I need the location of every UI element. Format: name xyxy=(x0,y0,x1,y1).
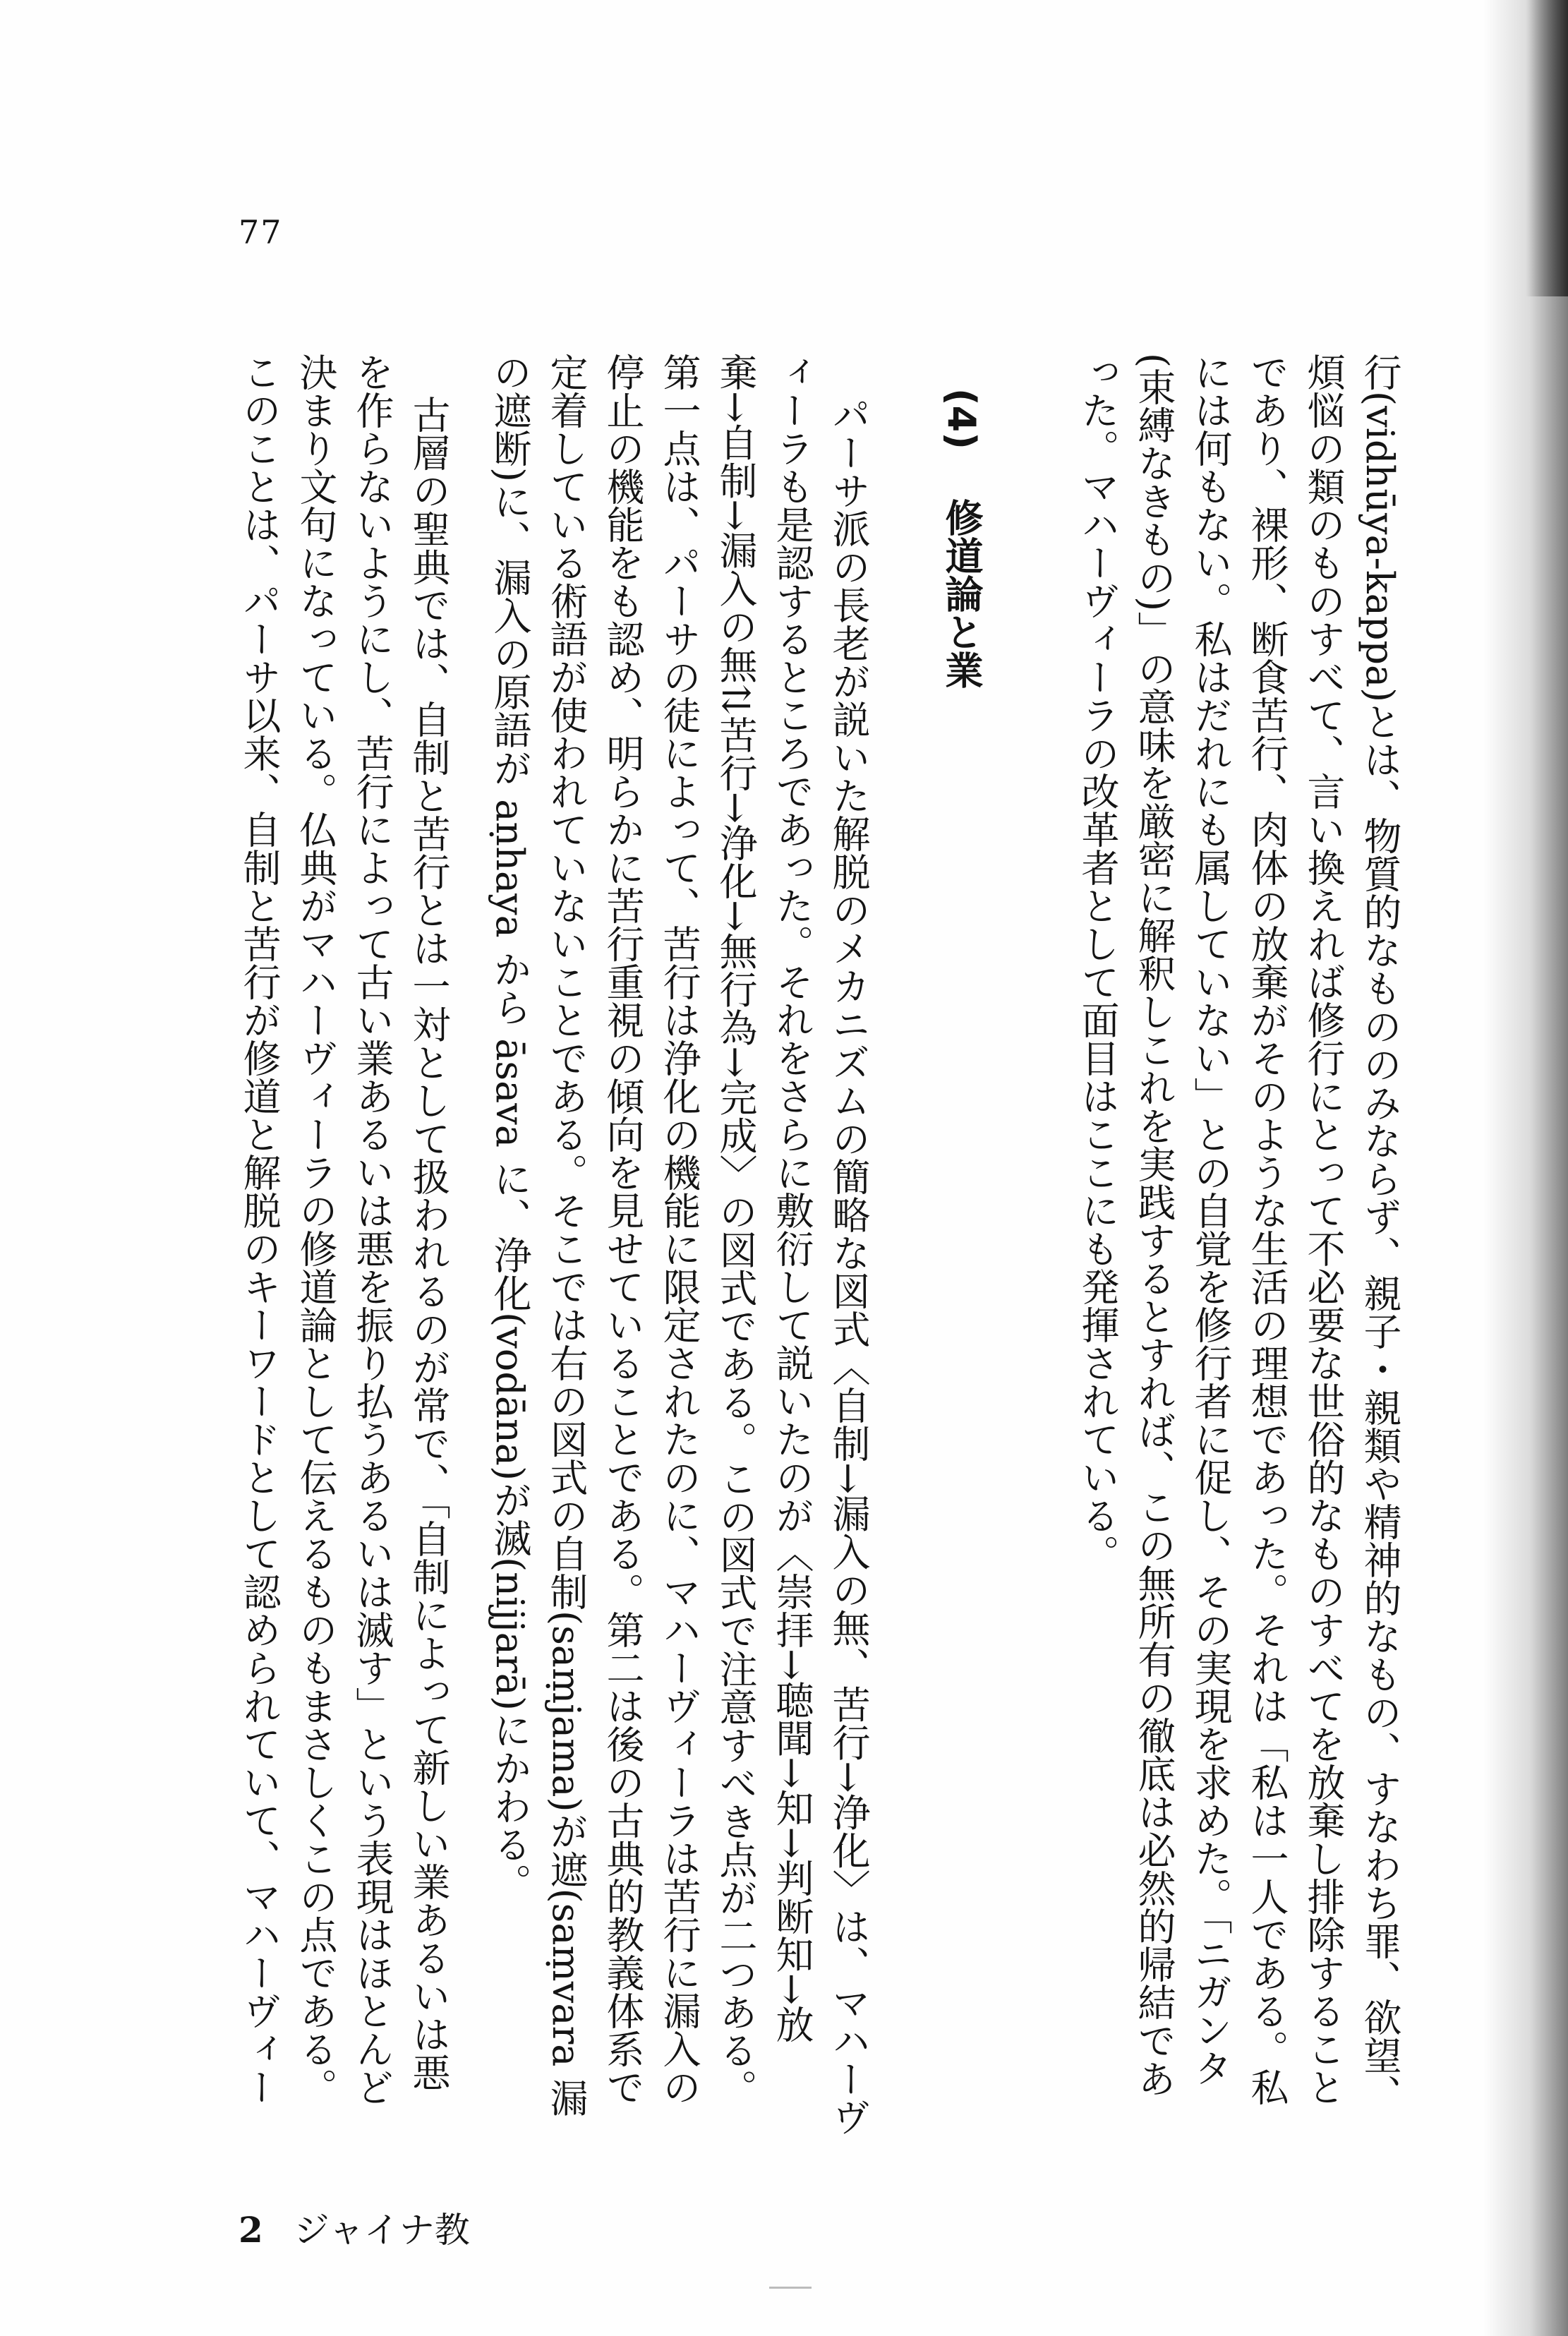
scan-shadow xyxy=(1483,0,1568,2336)
text-line: ィーラも是認するところであった。それをさらに敷衍して説いたのが〈崇拝→聴聞→知→判断知→放 xyxy=(770,353,814,2043)
chapter-number: 2 xyxy=(239,2209,263,2251)
text-line: 第一点は、パーサの徒によって、苦行は浄化の機能に限定されたのに、マハーヴィーラは苦行に漏入の xyxy=(657,353,701,2106)
chapter-title: ジャイナ教 xyxy=(294,2210,470,2251)
text-line: 棄→自制→漏入の無⇅苦行→浄化→無行為→完成〉の図式である。この図式で注意すべき点が二つある。 xyxy=(713,353,758,2107)
running-footer xyxy=(239,2202,470,2253)
section-number: (4) xyxy=(939,388,984,450)
page-number: 77 xyxy=(239,213,283,251)
text-line: には何もない。私はだれにも属していない」との自覚を修行者に促し、その実現を求めた。「ニガンタ xyxy=(1188,353,1233,2087)
text-line: の遮断)に、漏入の原語が aṇhaya から āsava に、浄化(vodāna)が滅(nijjarā)にかわる。 xyxy=(488,353,532,1901)
text-line: 決まり文句になっている。仏典がマハーヴィーラの修道論として伝えるものもまさしくこの点である。 xyxy=(294,353,338,2106)
text-line: (束縛なきもの)」の意味を厳密に解釈しこれを実践するとすれば、この無所有の徹底は必然的帰結であ xyxy=(1132,353,1176,2098)
text-line: った。マハーヴィーラの改革者として面目はここにも発揮されている。 xyxy=(1075,353,1120,1572)
scan-shadow-top xyxy=(1526,0,1568,296)
text-line: パーサ派の長老が説いた解脱のメカニズムの簡略な図式〈自制→漏入の無、苦行→浄化〉は、マハーヴ xyxy=(826,395,871,2136)
text-line: であり、裸形、断食苦行、肉体の放棄がそのような生活の理想であった。それは「私は一人である。私 xyxy=(1245,353,1289,2106)
section-heading xyxy=(939,353,984,2223)
section-title: 修道論と業 xyxy=(939,498,984,689)
text-line: 停止の機能をも認め、明らかに苦行重視の傾向を見せていることである。第二は後の古典的教義体系で xyxy=(601,353,645,2106)
text-line: 古層の聖典では、自制と苦行とは一対として扱われるのが常で、「自制によって新しい業あるいは悪 xyxy=(406,395,451,2091)
text-line: このことは、パーサ以来、自制と苦行が修道と解脱のキーワードとして認められていて、マハーヴィー xyxy=(237,353,282,2106)
text-line: 定着している術語が使われていないことである。そこでは右の図式の自制(saṃjama)が遮(saṃvara 漏 xyxy=(544,353,589,2117)
text-line: 行(vidhūya-kappa)とは、物質的なもののみならず、親子・親類や精神的なもの、すなわち罪、欲望、 xyxy=(1358,353,1402,2113)
scan-speck xyxy=(769,2287,812,2289)
text-line: 煩悩の類のものすべて、言い換えれば修行にとって不必要な世俗的なものすべてを放棄し排除すること xyxy=(1301,353,1346,2106)
text-line: を作らないようにし、苦行によって古い業あるいは悪を振り払うあるいは滅す」という表現はほとんど xyxy=(350,353,394,2106)
